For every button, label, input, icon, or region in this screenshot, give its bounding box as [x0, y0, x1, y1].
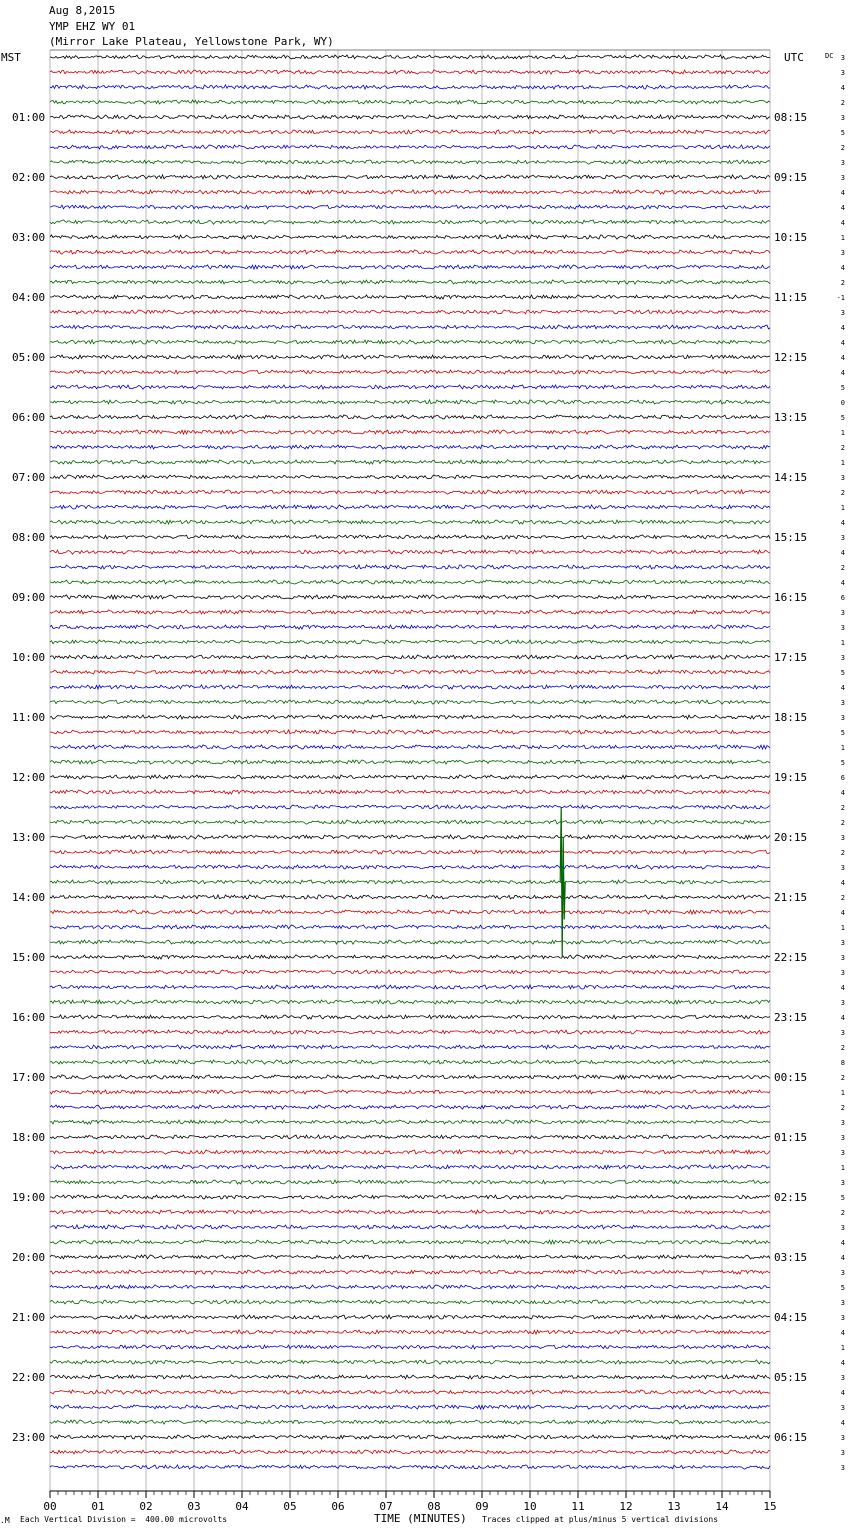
dc-offset-value: 3 — [840, 1149, 845, 1157]
dc-offset-value: 1 — [840, 1344, 845, 1352]
trace-row — [50, 175, 770, 179]
mst-hour-label: 01:00 — [12, 111, 46, 124]
trace-row — [50, 445, 770, 449]
dc-offset-value: 3 — [840, 609, 845, 617]
dc-offset-value: 4 — [840, 189, 845, 197]
x-tick-label: 09 — [475, 1500, 489, 1513]
dc-offset-value: 5 — [840, 384, 845, 392]
x-tick-label: 12 — [619, 1500, 633, 1513]
mst-hour-label: 08:00 — [12, 531, 46, 544]
plot-date: Aug 8,2015 — [49, 4, 116, 17]
dc-offset-value: 3 — [840, 534, 845, 542]
mst-hour-label: 21:00 — [12, 1311, 46, 1324]
dc-offset-value: 4 — [840, 519, 845, 527]
x-tick-label: 13 — [667, 1500, 681, 1513]
utc-hour-label: 21:15 — [774, 891, 808, 904]
trace-row — [50, 745, 770, 749]
station-location: (Mirror Lake Plateau, Yellowstone Park, WY) — [49, 35, 334, 48]
utc-hour-label: 01:15 — [774, 1131, 808, 1144]
trace-row — [50, 1180, 770, 1184]
mst-hour-label: 05:00 — [12, 351, 46, 364]
dc-offset-value: 2 — [840, 894, 845, 902]
trace-row — [50, 895, 770, 899]
dc-offset-value: 2 — [840, 1104, 845, 1112]
dc-offset-value: 3 — [840, 1464, 845, 1472]
dc-offset-value: 5 — [840, 1194, 845, 1202]
trace-row — [50, 370, 770, 374]
trace-row — [50, 715, 770, 719]
dc-offset-value: 3 — [840, 1224, 845, 1232]
dc-offset-value: 5 — [840, 414, 845, 422]
dc-offset-value: 4 — [840, 1359, 845, 1367]
trace-row — [50, 1030, 770, 1034]
utc-hour-label: 13:15 — [774, 411, 808, 424]
trace-row — [50, 280, 770, 284]
trace-row — [50, 835, 770, 839]
dc-offset-value: 3 — [840, 1314, 845, 1322]
trace-row — [50, 1450, 770, 1454]
trace-row — [50, 790, 770, 794]
trace-row — [50, 1210, 770, 1214]
x-tick-label: 04 — [235, 1500, 249, 1513]
x-tick-label: 03 — [187, 1500, 201, 1513]
trace-row — [50, 55, 770, 59]
trace-row — [50, 685, 770, 689]
station-code: YMP EHZ WY 01 — [49, 20, 136, 33]
trace-row — [50, 1045, 770, 1049]
trace-row — [50, 565, 770, 569]
utc-hour-label: 00:15 — [774, 1071, 808, 1084]
utc-hour-label: 11:15 — [774, 291, 808, 304]
dc-offset-value: 4 — [840, 1254, 845, 1262]
dc-offset-value: 2 — [840, 804, 845, 812]
dc-offset-value: -1 — [836, 294, 845, 302]
trace-row — [50, 400, 770, 404]
utc-hour-label: 18:15 — [774, 711, 808, 724]
dc-offset-value: 3 — [840, 159, 845, 167]
trace-row — [50, 520, 770, 524]
dc-offset-value: 2 — [840, 849, 845, 857]
mst-hour-label: 11:00 — [12, 711, 46, 724]
mst-hour-label: 10:00 — [12, 651, 46, 664]
trace-row — [50, 1120, 770, 1124]
trace-row — [50, 1360, 770, 1364]
mst-hour-label: 07:00 — [12, 471, 46, 484]
dc-offset-value: 4 — [840, 324, 845, 332]
mst-hour-label: 02:00 — [12, 171, 46, 184]
utc-hour-label: 23:15 — [774, 1011, 808, 1024]
dc-offset-value: 3 — [840, 624, 845, 632]
trace-row — [50, 1435, 770, 1439]
dc-offset-value: 1 — [840, 744, 845, 752]
dc-offset-value: 1 — [840, 459, 845, 467]
mst-hour-label: 20:00 — [12, 1251, 46, 1264]
dc-offset-value: 3 — [840, 474, 845, 482]
trace-row — [50, 505, 770, 509]
dc-offset-value: 5 — [840, 729, 845, 737]
dc-offset-value: 3 — [840, 174, 845, 182]
trace-row — [50, 1090, 770, 1094]
trace-row — [50, 1075, 770, 1079]
utc-hour-label: 04:15 — [774, 1311, 808, 1324]
trace-row — [50, 1000, 770, 1004]
trace-row — [50, 700, 770, 704]
trace-row — [50, 1270, 770, 1274]
mst-hour-label: 18:00 — [12, 1131, 46, 1144]
dc-offset-value: 3 — [840, 1029, 845, 1037]
trace-row — [50, 70, 770, 74]
trace-row — [50, 955, 770, 959]
dc-offset-value: 3 — [840, 1134, 845, 1142]
dc-offset-value: 5 — [840, 129, 845, 137]
trace-row — [50, 1300, 770, 1304]
dc-offset-header: DC — [825, 52, 834, 60]
trace-row — [50, 670, 770, 674]
dc-offset-value: 5 — [840, 759, 845, 767]
mst-hour-label: 19:00 — [12, 1191, 46, 1204]
x-tick-label: 00 — [43, 1500, 57, 1513]
trace-row — [50, 265, 770, 269]
trace-row — [50, 640, 770, 644]
trace-row — [50, 535, 770, 539]
dc-offset-value: 2 — [840, 1209, 845, 1217]
left-hour-labels — [12, 111, 45, 1444]
dc-offset-value: 4 — [840, 369, 845, 377]
x-tick-label: 05 — [283, 1500, 297, 1513]
trace-row — [50, 340, 770, 344]
dc-offset-value: 1 — [840, 429, 845, 437]
x-tick-label: 08 — [427, 1500, 441, 1513]
dc-offset-value: 3 — [840, 699, 845, 707]
dc-offset-value: 1 — [840, 1089, 845, 1097]
utc-hour-label: 17:15 — [774, 651, 808, 664]
dc-offset-value: 4 — [840, 549, 845, 557]
trace-row — [50, 1015, 770, 1019]
trace-row — [50, 355, 770, 359]
x-tick-label: 10 — [523, 1500, 537, 1513]
trace-row — [50, 730, 770, 734]
utc-hour-label: 06:15 — [774, 1431, 808, 1444]
trace-row — [50, 85, 770, 89]
x-tick-label: 15 — [763, 1500, 777, 1513]
dc-offset-value: 2 — [840, 819, 845, 827]
dc-offset-value: 2 — [840, 564, 845, 572]
trace-row — [50, 775, 770, 779]
dc-offset-value: 2 — [840, 1044, 845, 1052]
dc-offset-value: 1 — [840, 1164, 845, 1172]
mst-hour-label: 16:00 — [12, 1011, 46, 1024]
trace-row — [50, 310, 770, 314]
utc-hour-label: 14:15 — [774, 471, 808, 484]
dc-offset-value: 5 — [840, 669, 845, 677]
trace-row — [50, 325, 770, 329]
dc-offset-value: 4 — [840, 204, 845, 212]
trace-row — [50, 160, 770, 164]
dc-offset-value: 3 — [840, 999, 845, 1007]
dc-offset-value: 3 — [840, 249, 845, 257]
dc-offset-value: 3 — [840, 1374, 845, 1382]
dc-offset-value: 3 — [840, 69, 845, 77]
trace-row — [50, 1405, 770, 1409]
trace-row — [50, 610, 770, 614]
dc-offset-value: 4 — [840, 264, 845, 272]
dc-offset-values — [837, 54, 845, 1472]
x-tick-label: 02 — [139, 1500, 153, 1513]
trace-row — [50, 580, 770, 584]
trace-row — [50, 1255, 770, 1259]
dc-offset-value: 3 — [840, 939, 845, 947]
dc-offset-value: 4 — [840, 984, 845, 992]
trace-row — [50, 1165, 770, 1169]
x-axis-title: TIME (MINUTES) — [374, 1512, 467, 1525]
dc-offset-value: 4 — [840, 1329, 845, 1337]
trace-row — [50, 1390, 770, 1394]
dc-offset-value: 6 — [840, 774, 845, 782]
dc-offset-value: 2 — [840, 444, 845, 452]
mst-hour-label: 17:00 — [12, 1071, 46, 1084]
trace-row — [50, 1195, 770, 1199]
x-tick-label: 14 — [715, 1500, 729, 1513]
dc-offset-value: 3 — [840, 1404, 845, 1412]
dc-offset-value: 0 — [840, 399, 845, 407]
utc-hour-label: 22:15 — [774, 951, 808, 964]
dc-offset-value: 4 — [840, 354, 845, 362]
dc-offset-value: 3 — [840, 114, 845, 122]
trace-row — [50, 925, 770, 929]
dc-offset-value: 4 — [840, 789, 845, 797]
x-tick-label: 07 — [379, 1500, 393, 1513]
trace-row — [50, 460, 770, 464]
x-axis — [43, 1491, 776, 1513]
utc-hour-label: 02:15 — [774, 1191, 808, 1204]
dc-offset-value: 2 — [840, 144, 845, 152]
trace-row — [50, 235, 770, 239]
trace-row — [50, 880, 770, 884]
dc-offset-value: 4 — [840, 84, 845, 92]
trace-row — [50, 1285, 770, 1289]
dc-offset-value: 3 — [840, 654, 845, 662]
trace-row — [50, 1105, 770, 1109]
trace-row — [50, 760, 770, 764]
x-tick-label: 01 — [91, 1500, 105, 1513]
trace-row — [50, 805, 770, 809]
utc-hour-label: 10:15 — [774, 231, 808, 244]
trace-row — [50, 100, 770, 104]
dc-offset-value: 1 — [840, 924, 845, 932]
dc-offset-value: 3 — [840, 1269, 845, 1277]
utc-hour-label: 05:15 — [774, 1371, 808, 1384]
mst-hour-label: 15:00 — [12, 951, 46, 964]
dc-offset-value: 3 — [840, 1119, 845, 1127]
utc-hour-label: 09:15 — [774, 171, 808, 184]
scale-note: Each Vertical Division = 400.00 microvolts — [20, 1515, 228, 1524]
mst-hour-label: 22:00 — [12, 1371, 46, 1384]
trace-row — [50, 115, 770, 119]
dc-offset-value: 2 — [840, 489, 845, 497]
trace-row — [50, 250, 770, 254]
trace-row — [50, 145, 770, 149]
trace-row — [50, 865, 770, 869]
dc-offset-value: 3 — [840, 714, 845, 722]
trace-row — [50, 970, 770, 974]
trace-row — [50, 220, 770, 224]
trace-row — [50, 910, 770, 914]
trace-row — [50, 130, 770, 134]
dc-offset-value: 3 — [840, 954, 845, 962]
trace-row — [50, 985, 770, 989]
dc-offset-value: 5 — [840, 1284, 845, 1292]
dc-offset-value: 3 — [840, 1299, 845, 1307]
right-hour-labels — [774, 111, 807, 1444]
dc-offset-value: 1 — [840, 504, 845, 512]
trace-row — [50, 820, 770, 824]
trace-row — [50, 385, 770, 389]
trace-row — [50, 205, 770, 209]
trace-row — [50, 595, 770, 599]
trace-row — [50, 625, 770, 629]
dc-offset-value: 4 — [840, 1419, 845, 1427]
utc-hour-label: 16:15 — [774, 591, 808, 604]
dc-offset-value: 3 — [840, 1179, 845, 1187]
utc-hour-label: 19:15 — [774, 771, 808, 784]
mst-hour-label: 09:00 — [12, 591, 46, 604]
trace-row — [50, 940, 770, 944]
dc-offset-value: 3 — [840, 1449, 845, 1457]
trace-row — [50, 1375, 770, 1379]
dc-offset-value: 4 — [840, 219, 845, 227]
dc-offset-value: 3 — [840, 1434, 845, 1442]
mst-hour-label: 03:00 — [12, 231, 46, 244]
dc-offset-value: 4 — [840, 879, 845, 887]
trace-row — [50, 1330, 770, 1334]
seismic-event-spike — [560, 807, 565, 957]
trace-row — [50, 415, 770, 419]
utc-hour-label: 15:15 — [774, 531, 808, 544]
trace-row — [50, 850, 770, 854]
trace-row — [50, 1135, 770, 1139]
trace-row — [50, 1345, 770, 1349]
trace-row — [50, 1315, 770, 1319]
mst-hour-label: 06:00 — [12, 411, 46, 424]
trace-row — [50, 1150, 770, 1154]
utc-hour-label: 08:15 — [774, 111, 808, 124]
seismic-traces — [50, 55, 770, 1469]
dc-offset-value: 2 — [840, 1074, 845, 1082]
mst-hour-label: 04:00 — [12, 291, 46, 304]
dc-offset-value: 4 — [840, 909, 845, 917]
trace-row — [50, 430, 770, 434]
dc-offset-value: 2 — [840, 279, 845, 287]
mst-hour-label: 13:00 — [12, 831, 46, 844]
right-timezone-label: UTC — [784, 51, 804, 64]
left-timezone-label: MST — [1, 51, 21, 64]
trace-row — [50, 475, 770, 479]
trace-row — [50, 550, 770, 554]
dc-offset-value: 4 — [840, 1389, 845, 1397]
dc-offset-value: 8 — [840, 1059, 845, 1067]
utc-hour-label: 12:15 — [774, 351, 808, 364]
dc-offset-value: 3 — [840, 54, 845, 62]
dc-offset-value: 6 — [840, 594, 845, 602]
station-mark: .M — [0, 1516, 10, 1525]
trace-row — [50, 295, 770, 299]
dc-offset-value: 4 — [840, 684, 845, 692]
dc-offset-value: 3 — [840, 969, 845, 977]
dc-offset-value: 4 — [840, 1239, 845, 1247]
x-tick-label: 06 — [331, 1500, 345, 1513]
trace-row — [50, 1060, 770, 1064]
dc-offset-value: 3 — [840, 834, 845, 842]
trace-row — [50, 490, 770, 494]
clip-note: Traces clipped at plus/minus 5 vertical divisions — [482, 1515, 719, 1524]
dc-offset-value: 4 — [840, 579, 845, 587]
dc-offset-value: 3 — [840, 309, 845, 317]
utc-hour-label: 20:15 — [774, 831, 808, 844]
trace-row — [50, 655, 770, 659]
trace-row — [50, 1420, 770, 1424]
trace-row — [50, 1465, 770, 1469]
trace-row — [50, 1225, 770, 1229]
dc-offset-value: 3 — [840, 864, 845, 872]
dc-offset-value: 2 — [840, 99, 845, 107]
mst-hour-label: 12:00 — [12, 771, 46, 784]
dc-offset-value: 1 — [840, 639, 845, 647]
dc-offset-value: 4 — [840, 339, 845, 347]
dc-offset-value: 4 — [840, 1014, 845, 1022]
trace-row — [50, 190, 770, 194]
mst-hour-label: 23:00 — [12, 1431, 46, 1444]
dc-offset-value: 1 — [840, 234, 845, 242]
x-tick-label: 11 — [571, 1500, 585, 1513]
trace-row — [50, 1240, 770, 1244]
utc-hour-label: 03:15 — [774, 1251, 808, 1264]
mst-hour-label: 14:00 — [12, 891, 46, 904]
